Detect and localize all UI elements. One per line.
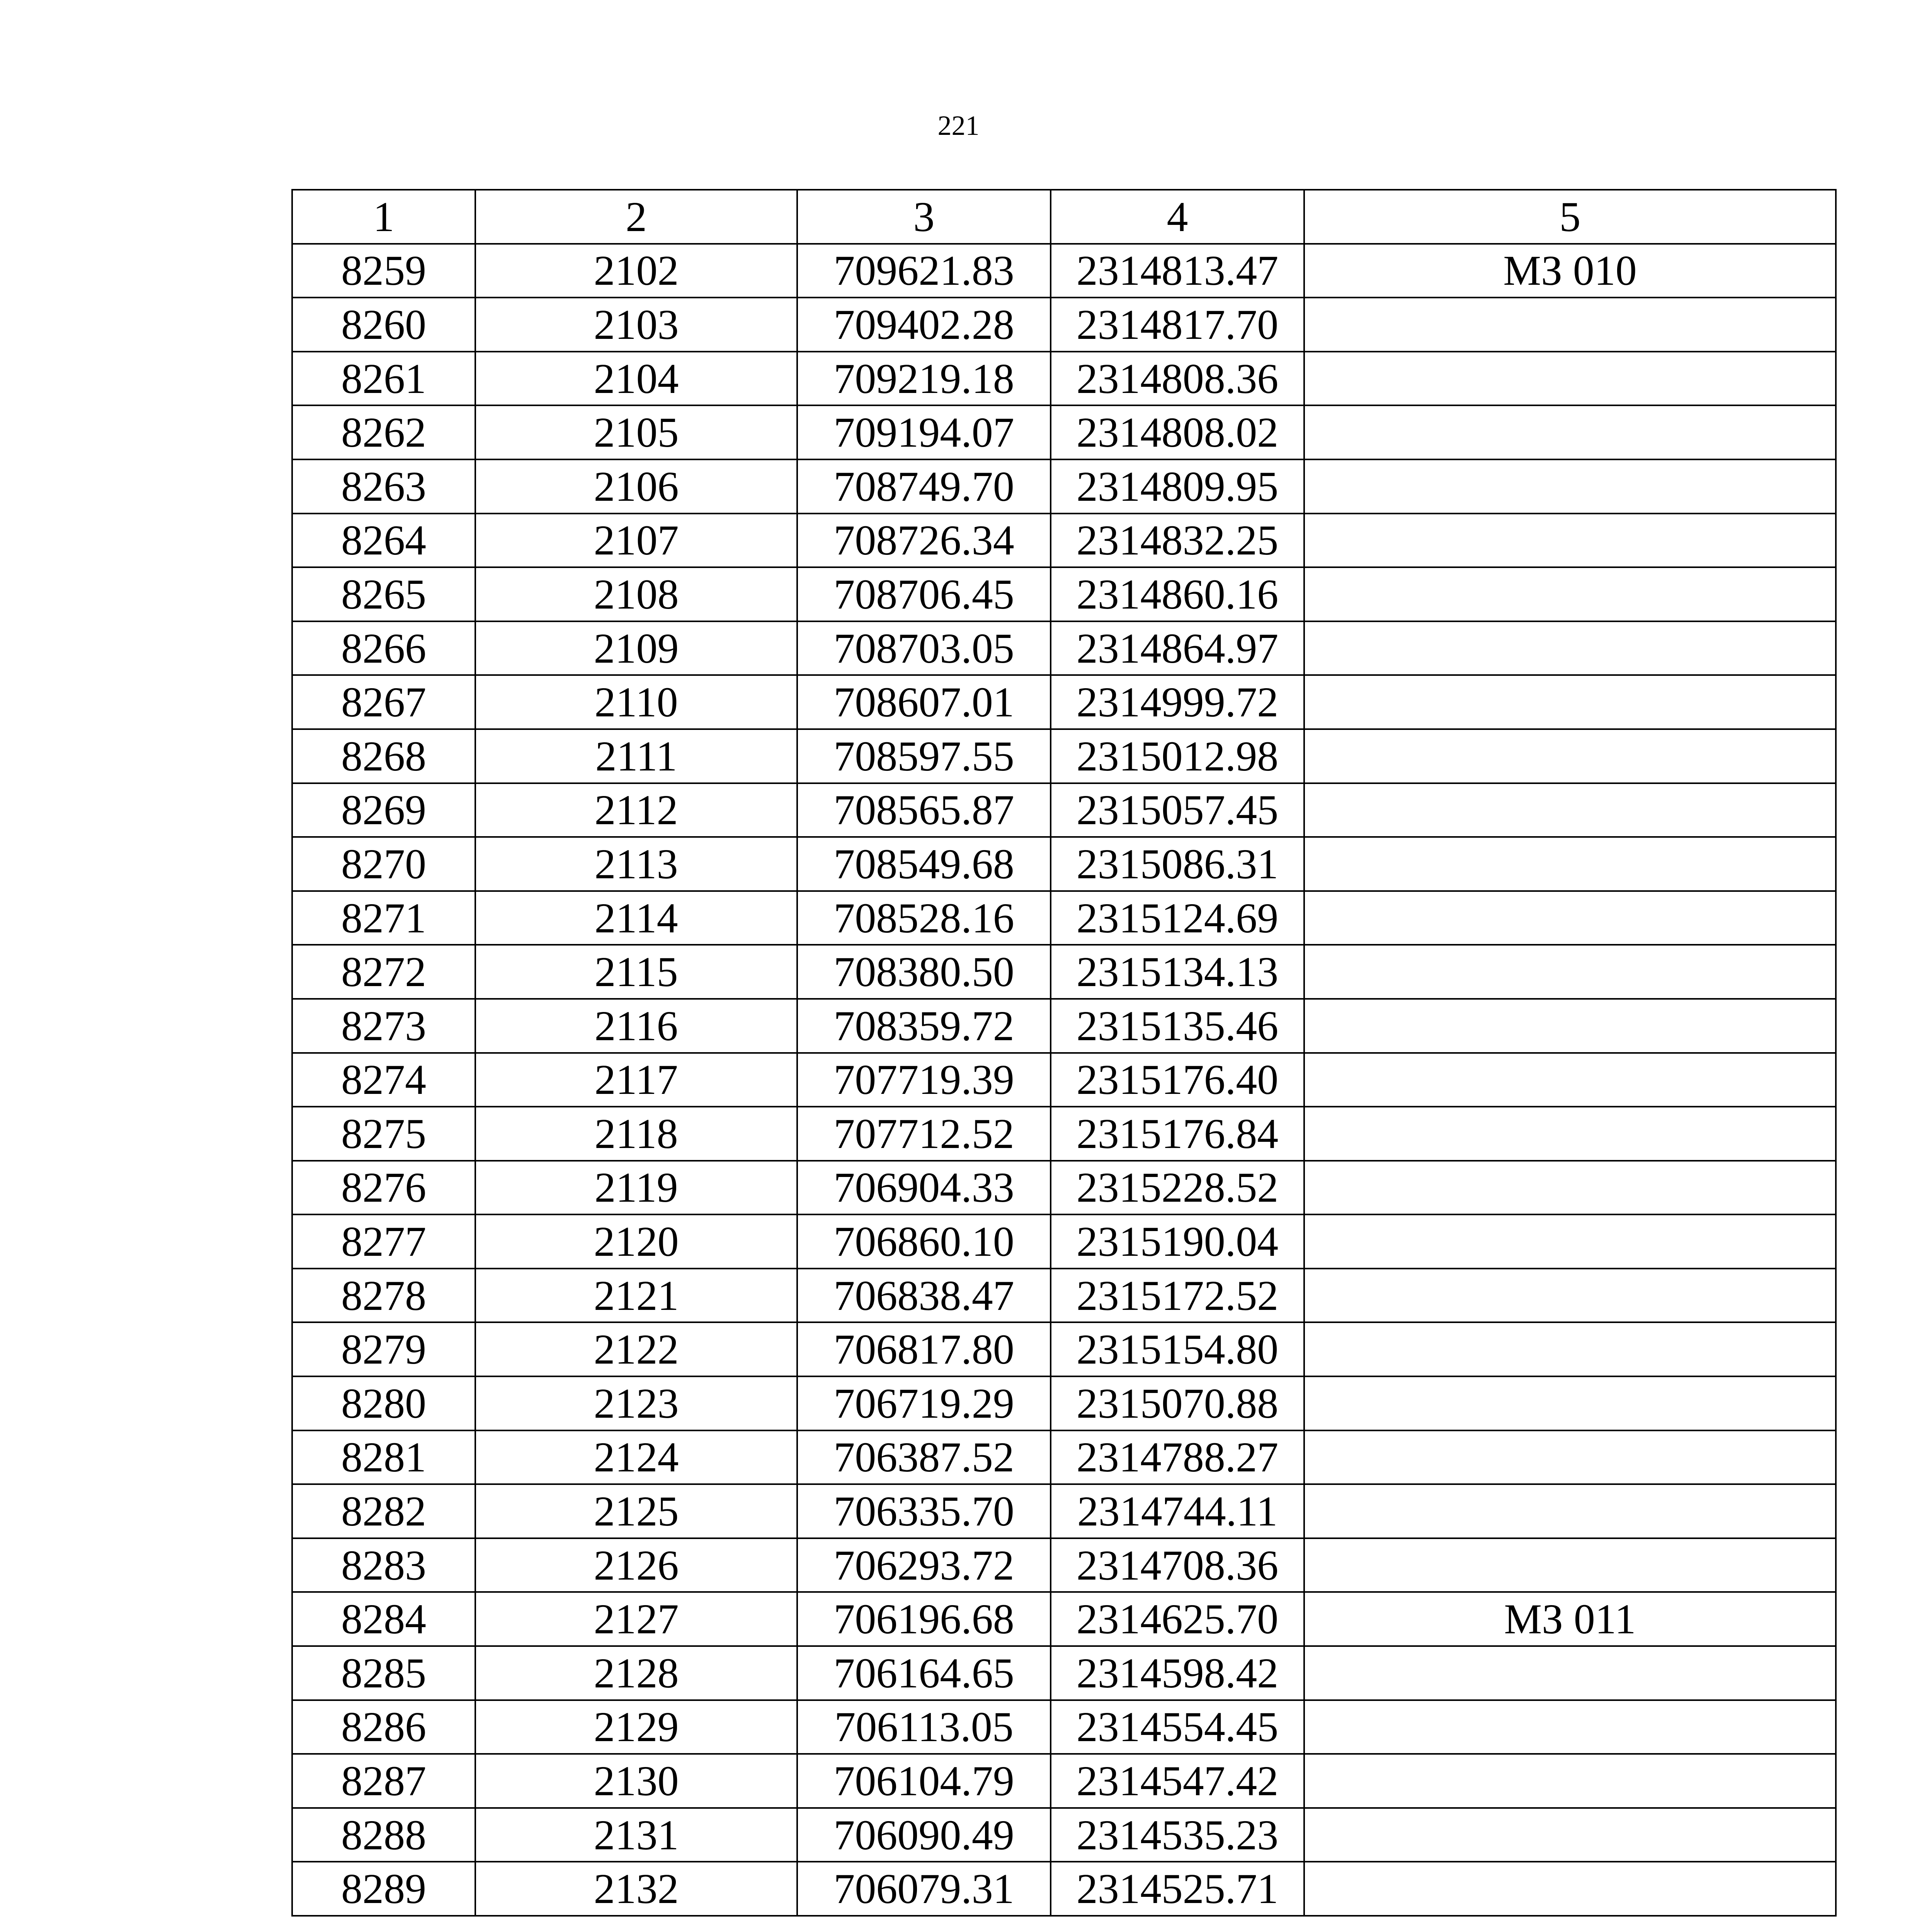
table-row — [292, 514, 1836, 568]
x-coordinate-cell: 708706.45 — [797, 567, 1051, 621]
y-coordinate-cell: 2315135.46 — [1051, 999, 1304, 1053]
boundary-point-cell: 2110 — [475, 675, 797, 729]
boundary-point-cell: 2106 — [475, 459, 797, 514]
table-row — [292, 1269, 1836, 1323]
point-number-cell: 8267 — [292, 675, 475, 729]
x-coordinate-cell: 706104.79 — [797, 1754, 1051, 1808]
boundary-point-cell: 2120 — [475, 1214, 797, 1269]
table-row — [292, 999, 1836, 1053]
boundary-point-cell: 2116 — [475, 999, 797, 1053]
coordinates-table-continued — [291, 189, 1837, 1917]
x-coordinate-cell: 706164.65 — [797, 1646, 1051, 1700]
column-number-cell: 1 — [292, 190, 475, 244]
x-coordinate-cell: 707712.52 — [797, 1107, 1051, 1161]
boundary-point-cell: 2119 — [475, 1161, 797, 1215]
point-number-cell: 8260 — [292, 298, 475, 352]
point-number-cell: 8273 — [292, 999, 475, 1053]
x-coordinate-cell: 709219.18 — [797, 352, 1051, 406]
boundary-point-cell: 2114 — [475, 891, 797, 945]
boundary-point-cell: 2111 — [475, 729, 797, 783]
note-cell — [1304, 1322, 1836, 1376]
point-number-cell: 8284 — [292, 1592, 475, 1646]
table-row — [292, 1484, 1836, 1538]
point-number-cell: 8286 — [292, 1700, 475, 1754]
boundary-point-cell: 2104 — [475, 352, 797, 406]
point-number-cell: 8272 — [292, 945, 475, 999]
x-coordinate-cell: 708380.50 — [797, 945, 1051, 999]
y-coordinate-cell: 2315012.98 — [1051, 729, 1304, 783]
note-cell — [1304, 459, 1836, 514]
note-cell — [1304, 999, 1836, 1053]
boundary-point-cell: 2124 — [475, 1430, 797, 1485]
y-coordinate-cell: 2314808.02 — [1051, 405, 1304, 459]
note-cell — [1304, 1808, 1836, 1862]
x-coordinate-cell: 708726.34 — [797, 514, 1051, 568]
table-row — [292, 1322, 1836, 1376]
page-number: 221 — [937, 110, 980, 141]
boundary-point-cell: 2107 — [475, 514, 797, 568]
y-coordinate-cell: 2314744.11 — [1051, 1484, 1304, 1538]
note-cell — [1304, 675, 1836, 729]
table-row — [292, 1107, 1836, 1161]
point-number-cell: 8266 — [292, 621, 475, 675]
y-coordinate-cell: 2315057.45 — [1051, 783, 1304, 837]
point-number-cell: 8271 — [292, 891, 475, 945]
y-coordinate-cell: 2315134.13 — [1051, 945, 1304, 999]
point-number-cell: 8285 — [292, 1646, 475, 1700]
point-number-cell: 8287 — [292, 1754, 475, 1808]
note-cell — [1304, 1484, 1836, 1538]
boundary-point-cell: 2112 — [475, 783, 797, 837]
note-cell — [1304, 567, 1836, 621]
table-row — [292, 621, 1836, 675]
point-number-cell: 8275 — [292, 1107, 475, 1161]
boundary-point-cell: 2121 — [475, 1269, 797, 1323]
x-coordinate-cell: 708549.68 — [797, 837, 1051, 891]
table-row — [292, 1592, 1836, 1646]
point-number-cell: 8262 — [292, 405, 475, 459]
y-coordinate-cell: 2315124.69 — [1051, 891, 1304, 945]
note-cell — [1304, 1161, 1836, 1215]
point-number-cell: 8288 — [292, 1808, 475, 1862]
note-cell — [1304, 1430, 1836, 1485]
y-coordinate-cell: 2315228.52 — [1051, 1161, 1304, 1215]
note-cell — [1304, 1862, 1836, 1916]
x-coordinate-cell: 706387.52 — [797, 1430, 1051, 1485]
x-coordinate-cell: 706113.05 — [797, 1700, 1051, 1754]
table-row — [292, 405, 1836, 459]
boundary-point-cell: 2113 — [475, 837, 797, 891]
y-coordinate-cell: 2315086.31 — [1051, 837, 1304, 891]
note-cell — [1304, 729, 1836, 783]
table-row — [292, 1862, 1836, 1916]
boundary-point-cell: 2128 — [475, 1646, 797, 1700]
boundary-point-cell: 2122 — [475, 1322, 797, 1376]
y-coordinate-cell: 2314832.25 — [1051, 514, 1304, 568]
column-number-cell: 5 — [1304, 190, 1836, 244]
table-row — [292, 1808, 1836, 1862]
boundary-point-cell: 2130 — [475, 1754, 797, 1808]
boundary-point-cell: 2108 — [475, 567, 797, 621]
note-cell — [1304, 783, 1836, 837]
boundary-point-cell: 2131 — [475, 1808, 797, 1862]
note-cell — [1304, 1700, 1836, 1754]
y-coordinate-cell: 2314625.70 — [1051, 1592, 1304, 1646]
column-number-cell: 2 — [475, 190, 797, 244]
table-row — [292, 1376, 1836, 1430]
y-coordinate-cell: 2314999.72 — [1051, 675, 1304, 729]
point-number-cell: 8276 — [292, 1161, 475, 1215]
table-row — [292, 1214, 1836, 1269]
boundary-point-cell: 2123 — [475, 1376, 797, 1430]
x-coordinate-cell: 706860.10 — [797, 1214, 1051, 1269]
y-coordinate-cell: 2314813.47 — [1051, 244, 1304, 298]
x-coordinate-cell: 708565.87 — [797, 783, 1051, 837]
x-coordinate-cell: 706090.49 — [797, 1808, 1051, 1862]
column-number-row — [292, 190, 1836, 244]
x-coordinate-cell: 706335.70 — [797, 1484, 1051, 1538]
note-cell — [1304, 621, 1836, 675]
y-coordinate-cell: 2314554.45 — [1051, 1700, 1304, 1754]
note-cell — [1304, 1053, 1836, 1107]
y-coordinate-cell: 2315154.80 — [1051, 1322, 1304, 1376]
point-number-cell: 8263 — [292, 459, 475, 514]
table-row — [292, 459, 1836, 514]
y-coordinate-cell: 2315070.88 — [1051, 1376, 1304, 1430]
table-row — [292, 567, 1836, 621]
y-coordinate-cell: 2314864.97 — [1051, 621, 1304, 675]
point-number-cell: 8281 — [292, 1430, 475, 1485]
x-coordinate-cell: 708749.70 — [797, 459, 1051, 514]
x-coordinate-cell: 708597.55 — [797, 729, 1051, 783]
column-number-cell: 3 — [797, 190, 1051, 244]
y-coordinate-cell: 2315176.40 — [1051, 1053, 1304, 1107]
x-coordinate-cell: 706817.80 — [797, 1322, 1051, 1376]
x-coordinate-cell: 709621.83 — [797, 244, 1051, 298]
column-number-cell: 4 — [1051, 190, 1304, 244]
table-row — [292, 298, 1836, 352]
boundary-point-cell: 2126 — [475, 1538, 797, 1592]
table-row — [292, 1430, 1836, 1485]
x-coordinate-cell: 708528.16 — [797, 891, 1051, 945]
boundary-point-cell: 2118 — [475, 1107, 797, 1161]
note-cell: МЗ 011 — [1304, 1592, 1836, 1646]
y-coordinate-cell: 2314817.70 — [1051, 298, 1304, 352]
y-coordinate-cell: 2314808.36 — [1051, 352, 1304, 406]
x-coordinate-cell: 706196.68 — [797, 1592, 1051, 1646]
table-row — [292, 1754, 1836, 1808]
boundary-point-cell: 2109 — [475, 621, 797, 675]
x-coordinate-cell: 706293.72 — [797, 1538, 1051, 1592]
table-row — [292, 352, 1836, 406]
note-cell — [1304, 405, 1836, 459]
table-row — [292, 1646, 1836, 1700]
point-number-cell: 8264 — [292, 514, 475, 568]
y-coordinate-cell: 2314535.23 — [1051, 1808, 1304, 1862]
y-coordinate-cell: 2315176.84 — [1051, 1107, 1304, 1161]
point-number-cell: 8283 — [292, 1538, 475, 1592]
note-cell — [1304, 352, 1836, 406]
note-cell — [1304, 1269, 1836, 1323]
table-row — [292, 837, 1836, 891]
note-cell: МЗ 010 — [1304, 244, 1836, 298]
x-coordinate-cell: 706838.47 — [797, 1269, 1051, 1323]
point-number-cell: 8269 — [292, 783, 475, 837]
y-coordinate-cell: 2314708.36 — [1051, 1538, 1304, 1592]
boundary-point-cell: 2102 — [475, 244, 797, 298]
point-number-cell: 8265 — [292, 567, 475, 621]
note-cell — [1304, 1214, 1836, 1269]
x-coordinate-cell: 706079.31 — [797, 1862, 1051, 1916]
point-number-cell: 8278 — [292, 1269, 475, 1323]
note-cell — [1304, 891, 1836, 945]
boundary-point-cell: 2127 — [475, 1592, 797, 1646]
y-coordinate-cell: 2314788.27 — [1051, 1430, 1304, 1485]
note-cell — [1304, 514, 1836, 568]
point-number-cell: 8270 — [292, 837, 475, 891]
y-coordinate-cell: 2314525.71 — [1051, 1862, 1304, 1916]
x-coordinate-cell: 706719.29 — [797, 1376, 1051, 1430]
table-row — [292, 244, 1836, 298]
note-cell — [1304, 1107, 1836, 1161]
point-number-cell: 8279 — [292, 1322, 475, 1376]
table-row — [292, 1700, 1836, 1754]
note-cell — [1304, 1646, 1836, 1700]
table-row — [292, 675, 1836, 729]
x-coordinate-cell: 707719.39 — [797, 1053, 1051, 1107]
table-row — [292, 1538, 1836, 1592]
boundary-point-cell: 2103 — [475, 298, 797, 352]
y-coordinate-cell: 2314809.95 — [1051, 459, 1304, 514]
coordinates-table-body — [292, 190, 1836, 1916]
point-number-cell: 8289 — [292, 1862, 475, 1916]
x-coordinate-cell: 708359.72 — [797, 999, 1051, 1053]
point-number-cell: 8268 — [292, 729, 475, 783]
table-row — [292, 783, 1836, 837]
note-cell — [1304, 298, 1836, 352]
note-cell — [1304, 1754, 1836, 1808]
x-coordinate-cell: 708703.05 — [797, 621, 1051, 675]
table-row — [292, 945, 1836, 999]
point-number-cell: 8259 — [292, 244, 475, 298]
point-number-cell: 8274 — [292, 1053, 475, 1107]
x-coordinate-cell: 706904.33 — [797, 1161, 1051, 1215]
boundary-point-cell: 2125 — [475, 1484, 797, 1538]
boundary-point-cell: 2132 — [475, 1862, 797, 1916]
note-cell — [1304, 1376, 1836, 1430]
boundary-point-cell: 2129 — [475, 1700, 797, 1754]
y-coordinate-cell: 2315172.52 — [1051, 1269, 1304, 1323]
point-number-cell: 8280 — [292, 1376, 475, 1430]
note-cell — [1304, 1538, 1836, 1592]
note-cell — [1304, 945, 1836, 999]
y-coordinate-cell: 2314598.42 — [1051, 1646, 1304, 1700]
point-number-cell: 8282 — [292, 1484, 475, 1538]
table-row — [292, 1053, 1836, 1107]
x-coordinate-cell: 708607.01 — [797, 675, 1051, 729]
x-coordinate-cell: 709402.28 — [797, 298, 1051, 352]
point-number-cell: 8277 — [292, 1214, 475, 1269]
boundary-point-cell: 2115 — [475, 945, 797, 999]
y-coordinate-cell: 2314547.42 — [1051, 1754, 1304, 1808]
table-row — [292, 729, 1836, 783]
boundary-point-cell: 2117 — [475, 1053, 797, 1107]
boundary-point-cell: 2105 — [475, 405, 797, 459]
table-row — [292, 891, 1836, 945]
y-coordinate-cell: 2314860.16 — [1051, 567, 1304, 621]
y-coordinate-cell: 2315190.04 — [1051, 1214, 1304, 1269]
table-row — [292, 1161, 1836, 1215]
note-cell — [1304, 837, 1836, 891]
x-coordinate-cell: 709194.07 — [797, 405, 1051, 459]
point-number-cell: 8261 — [292, 352, 475, 406]
